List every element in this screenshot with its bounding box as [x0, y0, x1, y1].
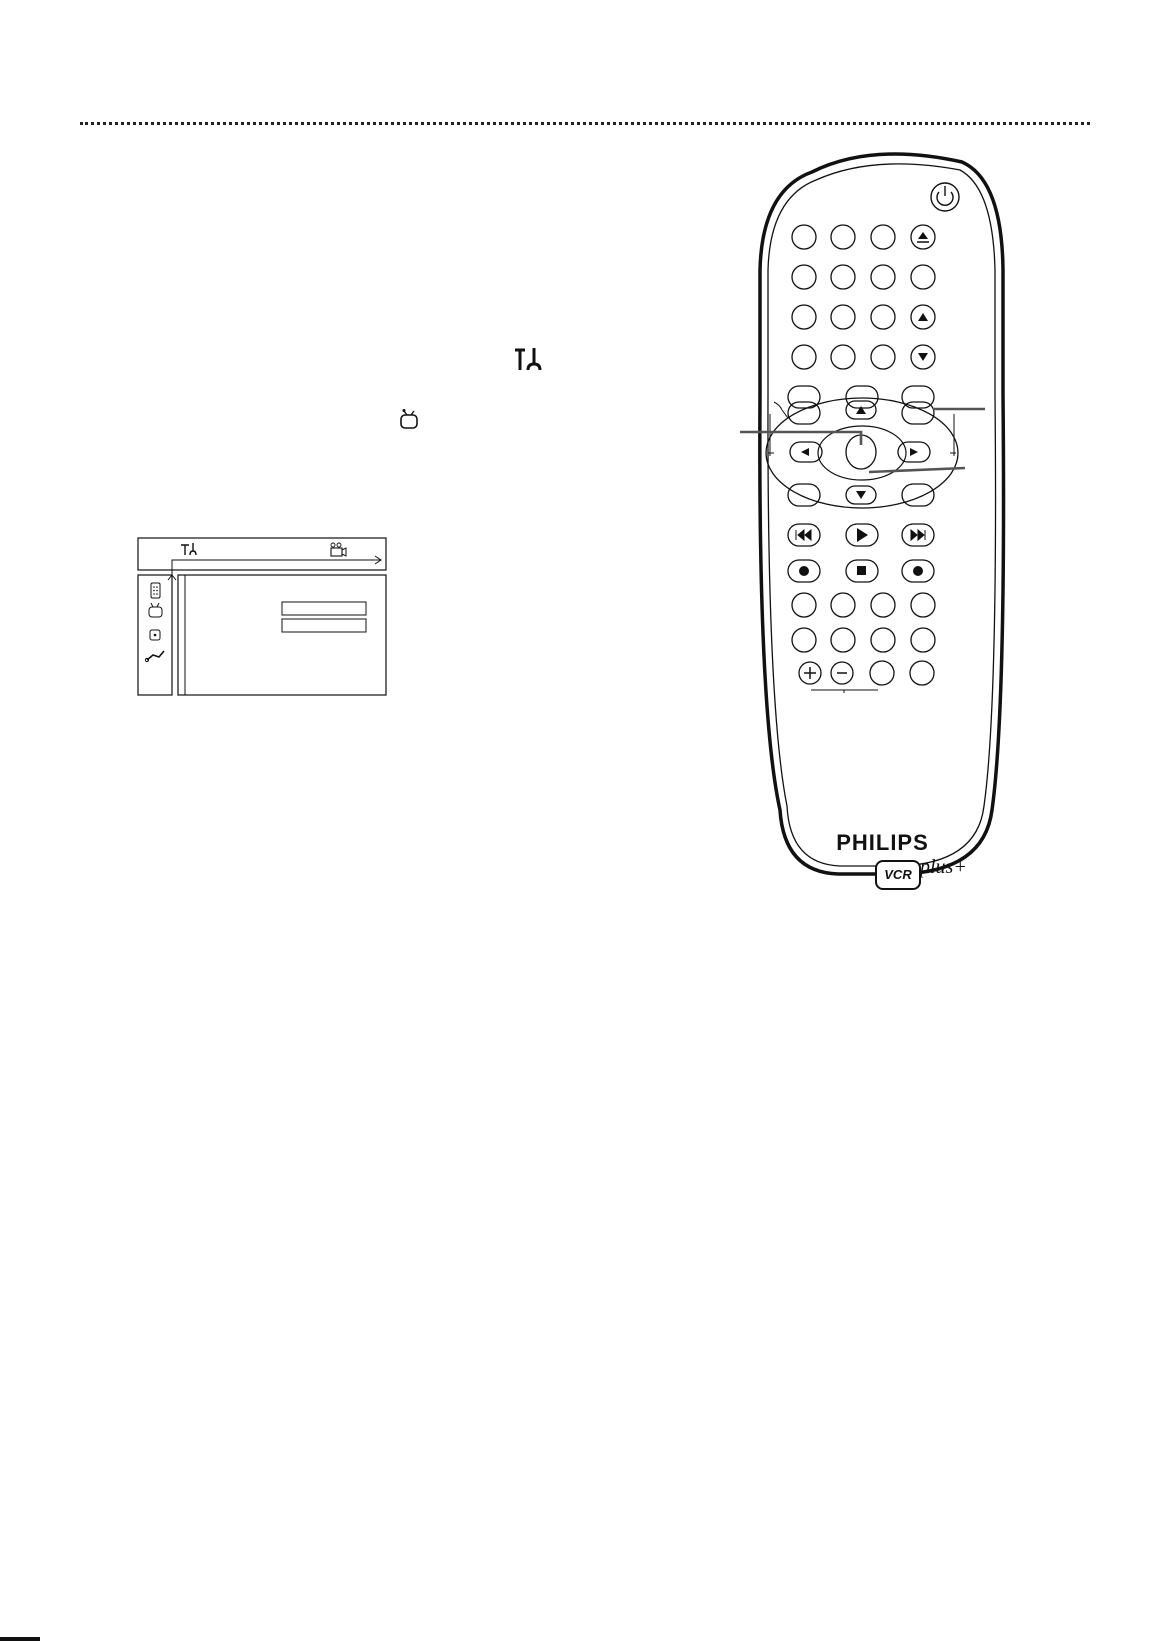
- key-button: [870, 661, 894, 685]
- key-button: [831, 593, 855, 617]
- key-button: [792, 225, 816, 249]
- vcr-tail: plus+: [920, 856, 967, 878]
- power-button[interactable]: [931, 183, 959, 211]
- oval-button: [846, 386, 878, 408]
- setup-tools-icon: [512, 346, 544, 374]
- footer-mark: [0, 1637, 40, 1641]
- next-button[interactable]: [902, 524, 934, 546]
- up-arrow-button[interactable]: [846, 401, 876, 419]
- oval-button[interactable]: [902, 484, 934, 506]
- key-button: [831, 628, 855, 652]
- key-button: [792, 593, 816, 617]
- key-button: [910, 661, 934, 685]
- key-button: [911, 628, 935, 652]
- wrench-icon: [145, 651, 164, 662]
- key-button: [871, 628, 895, 652]
- key-button: [871, 305, 895, 329]
- key-button: [831, 345, 855, 369]
- previous-button[interactable]: [788, 524, 820, 546]
- key-button: [831, 265, 855, 289]
- key-button: [911, 265, 935, 289]
- key-button: [871, 225, 895, 249]
- stop-button[interactable]: [846, 560, 878, 582]
- setup-menu-illustration: [137, 537, 387, 696]
- vcr-badge: VCR: [875, 860, 921, 890]
- remote-keys-icon: [151, 583, 160, 598]
- key-button: [792, 628, 816, 652]
- key-button: [911, 593, 935, 617]
- header-dotted-rule: [80, 122, 1090, 125]
- key-button: [871, 265, 895, 289]
- key-button: [871, 593, 895, 617]
- key-button: [792, 345, 816, 369]
- play-button[interactable]: [846, 524, 878, 546]
- down-arrow-button[interactable]: [846, 486, 876, 504]
- right-arrow-button[interactable]: [898, 442, 930, 462]
- key-button: [792, 305, 816, 329]
- vcr-plus-logo: [875, 856, 967, 890]
- brand-name: PHILIPS: [836, 830, 929, 855]
- key-button: [831, 225, 855, 249]
- oval-button[interactable]: [788, 484, 820, 506]
- disc-icon: [150, 630, 160, 640]
- left-arrow-button[interactable]: [790, 442, 822, 462]
- tv-icon: [149, 603, 162, 617]
- tv-icon: [399, 408, 419, 430]
- key-button: [871, 345, 895, 369]
- remote-control: [740, 150, 1169, 925]
- record-button[interactable]: [902, 560, 934, 582]
- key-button: [792, 265, 816, 289]
- key-button: [831, 305, 855, 329]
- record-button[interactable]: [788, 560, 820, 582]
